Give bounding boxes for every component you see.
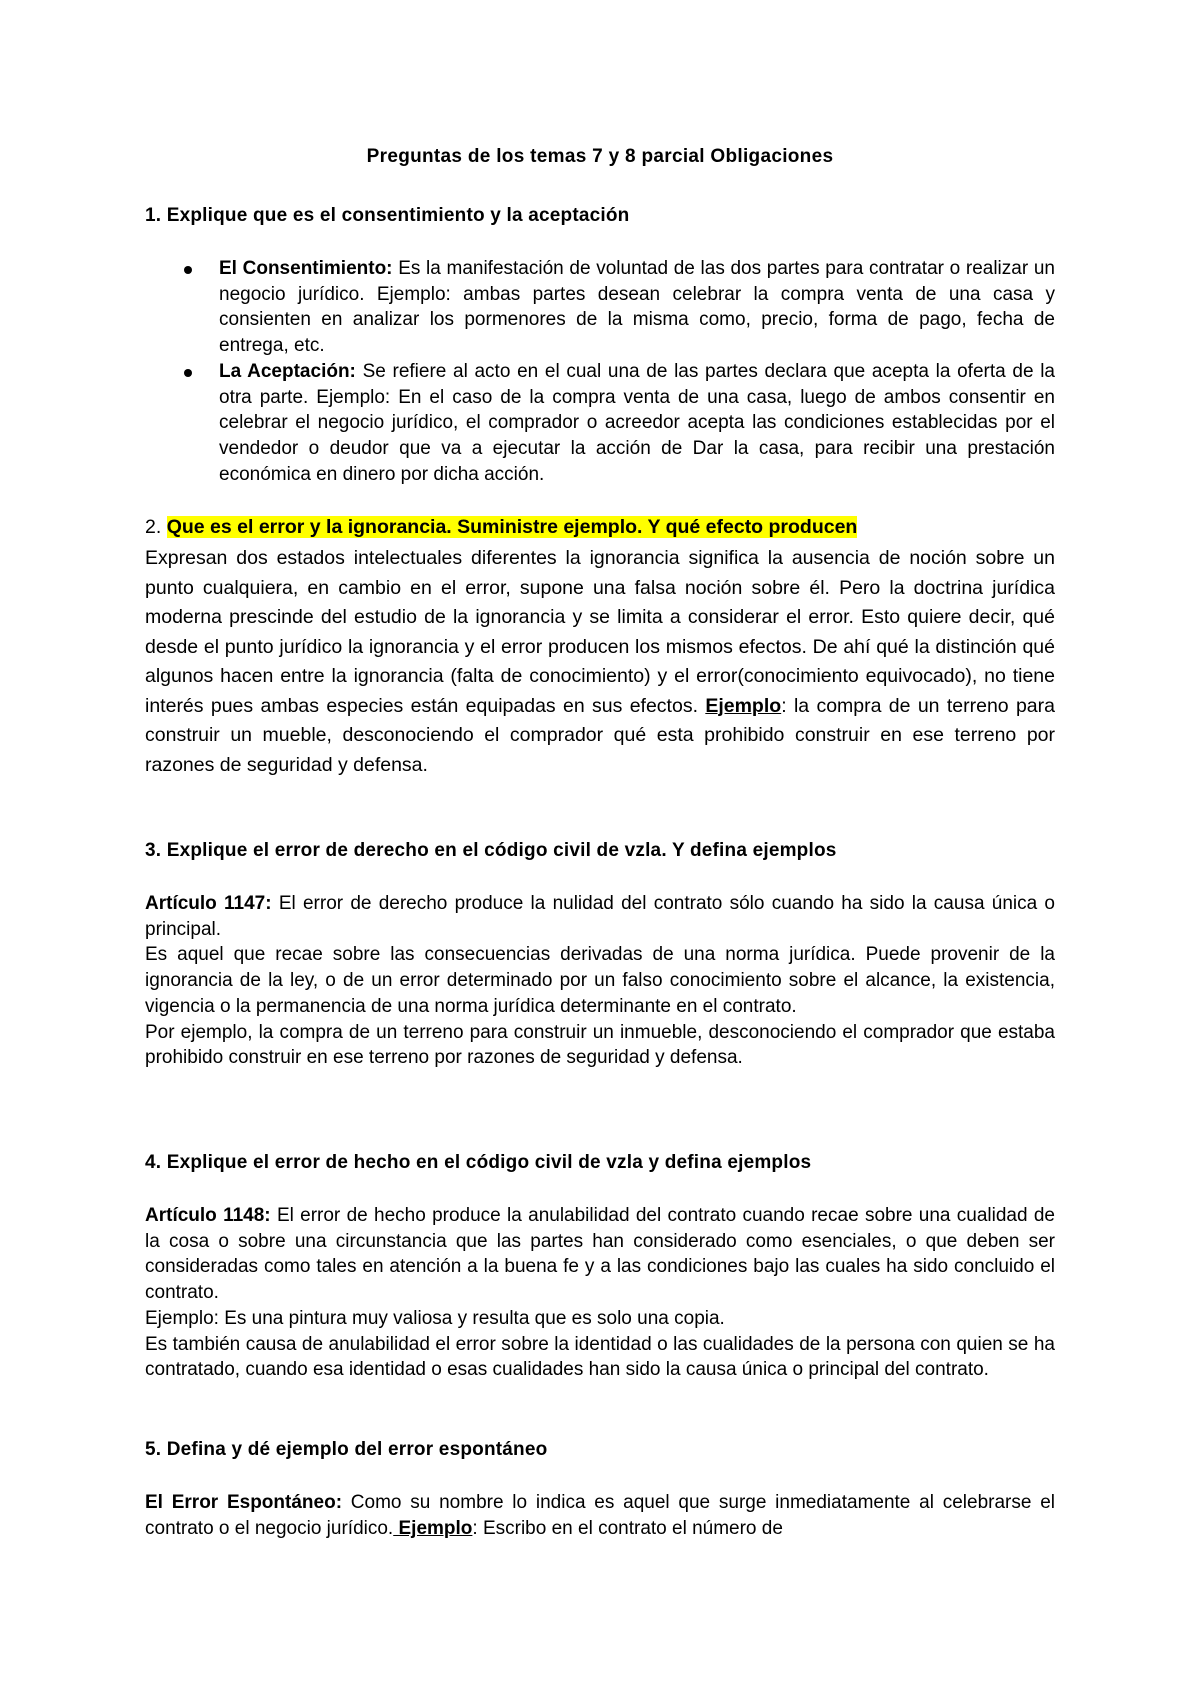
question-5-example: : Escribo en el contrato el número de	[472, 1517, 783, 1539]
article-1148-label: Artículo 1148:	[145, 1205, 271, 1226]
list-item-aceptacion	[175, 359, 1055, 488]
question-1-list	[175, 256, 1055, 487]
article-1147-text: El error de derecho produce la nulidad del contrato sólo cuando ha sido la causa única o principal.	[145, 893, 1055, 940]
question-4-heading: 4. Explique el error de hecho en el código civil de vzla y defina ejemplos	[145, 1152, 812, 1173]
question-3-paragraph: Es aquel que recae sobre las consecuencias derivadas de una norma jurídica. Puede provenir de la ignorancia de la ley, o de un error determinado por un falso conocimiento sobre el alcance, la existencia, vigencia o la permanencia de una norma jurídica determinante en el contrato.	[145, 944, 1055, 1017]
question-5-heading: 5. Defina y dé ejemplo del error espontáneo	[145, 1439, 548, 1460]
question-4-answer	[145, 1203, 1055, 1383]
question-5-text: Como su nombre lo indica es aquel que surge inmediatamente al celebrarse el contrato o el negocio jurídico.	[145, 1492, 1055, 1539]
list-item-consentimiento	[175, 256, 1055, 359]
article-1148-text: El error de hecho produce la anulabilidad del contrato cuando recae sobre una cualidad de la cosa o sobre una circunstancia que las partes han considerado como esenciales, o que deben ser consideradas como tales en atención a la buena fe y a las condiciones bajo las cuales ha sido concluido el contrato.	[145, 1205, 1055, 1304]
question-2-answer	[145, 544, 1055, 780]
question-2-number: 2.	[145, 516, 167, 538]
example-label: Ejemplo	[705, 694, 782, 717]
article-1147-label: Artículo 1147:	[145, 893, 272, 914]
question-3-heading: 3. Explique el error de derecho en el código civil de vzla. Y defina ejemplos	[145, 840, 837, 861]
bullet-icon	[184, 266, 192, 274]
question-2-text: Expresan dos estados intelectuales diferentes la ignorancia significa la ausencia de noción sobre un punto cualquiera, en cambio en el error, supone una falsa noción sobre él. Pero la doctrina jurídica moderna prescinde del estudio de la ignorancia y se limita a considerar el error. Esto quiere decir, qué desde el punto jurídico la ignorancia y el error producen los mismos efectos. De ahí qué la distinción qué algunos hacen entre la ignorancia (falta de conocimiento) y el error(conocimiento equivocado), no tiene interés pues ambas especies están equipadas en sus efectos.	[145, 547, 1055, 717]
article-1148	[145, 1203, 1055, 1306]
question-2-heading-line	[145, 516, 1055, 539]
article-1147	[145, 891, 1055, 942]
question-5-answer	[145, 1490, 1055, 1541]
question-3-answer	[145, 891, 1055, 1071]
question-2-example: : la compra de un terreno para construir un mueble, desconociendo el comprador qué esta prohibido construir en ese terreno por razones de seguridad y defensa.	[145, 694, 1055, 776]
question-1-heading: 1. Explique que es el consentimiento y la aceptación	[145, 205, 630, 226]
term-aceptacion: La Aceptación:	[219, 360, 356, 382]
example-label: Ejemplo	[393, 1517, 473, 1539]
definition-aceptacion: Se refiere al acto en el cual una de las partes declara que acepta la oferta de la otra parte. Ejemplo: En el caso de la compra venta de una casa, luego de ambos consentir en celebrar el negocio jurídico, el comprador o acreedor acepta las condiciones establecidas por el vendedor o deudor que va a ejecutar la acción de Dar la casa, para recibir una prestación económica en dinero por dicha acción.	[219, 360, 1055, 485]
question-2-heading: Que es el error y la ignorancia. Suministre ejemplo. Y qué efecto producen	[166, 516, 858, 538]
term-consentimiento: El Consentimiento:	[219, 258, 393, 279]
question-4-example: Ejemplo: Es una pintura muy valiosa y resulta que es solo una copia.	[145, 1307, 725, 1329]
question-4-paragraph: Es también causa de anulabilidad el error sobre la identidad o las cualidades de la persona con quien se ha contratado, cuando esa identidad o esas cualidades han sido la causa única o principal del contrato.	[145, 1333, 1055, 1381]
bullet-icon	[184, 369, 192, 377]
definition-consentimiento: Es la manifestación de voluntad de las dos partes para contratar o realizar un negocio jurídico. Ejemplo: ambas partes desean celebrar la compra venta de una casa y consienten en analizar los pormenores de la misma como, precio, forma de pago, fecha de entrega, etc.	[219, 258, 1055, 357]
document-title: Preguntas de los temas 7 y 8 parcial Obligaciones	[366, 146, 834, 167]
term-error-espontaneo: El Error Espontáneo:	[145, 1492, 343, 1513]
question-3-example: Por ejemplo, la compra de un terreno para construir un inmueble, desconociendo el comprador que estaba prohibido construir en ese terreno por razones de seguridad y defensa.	[145, 1021, 1055, 1069]
